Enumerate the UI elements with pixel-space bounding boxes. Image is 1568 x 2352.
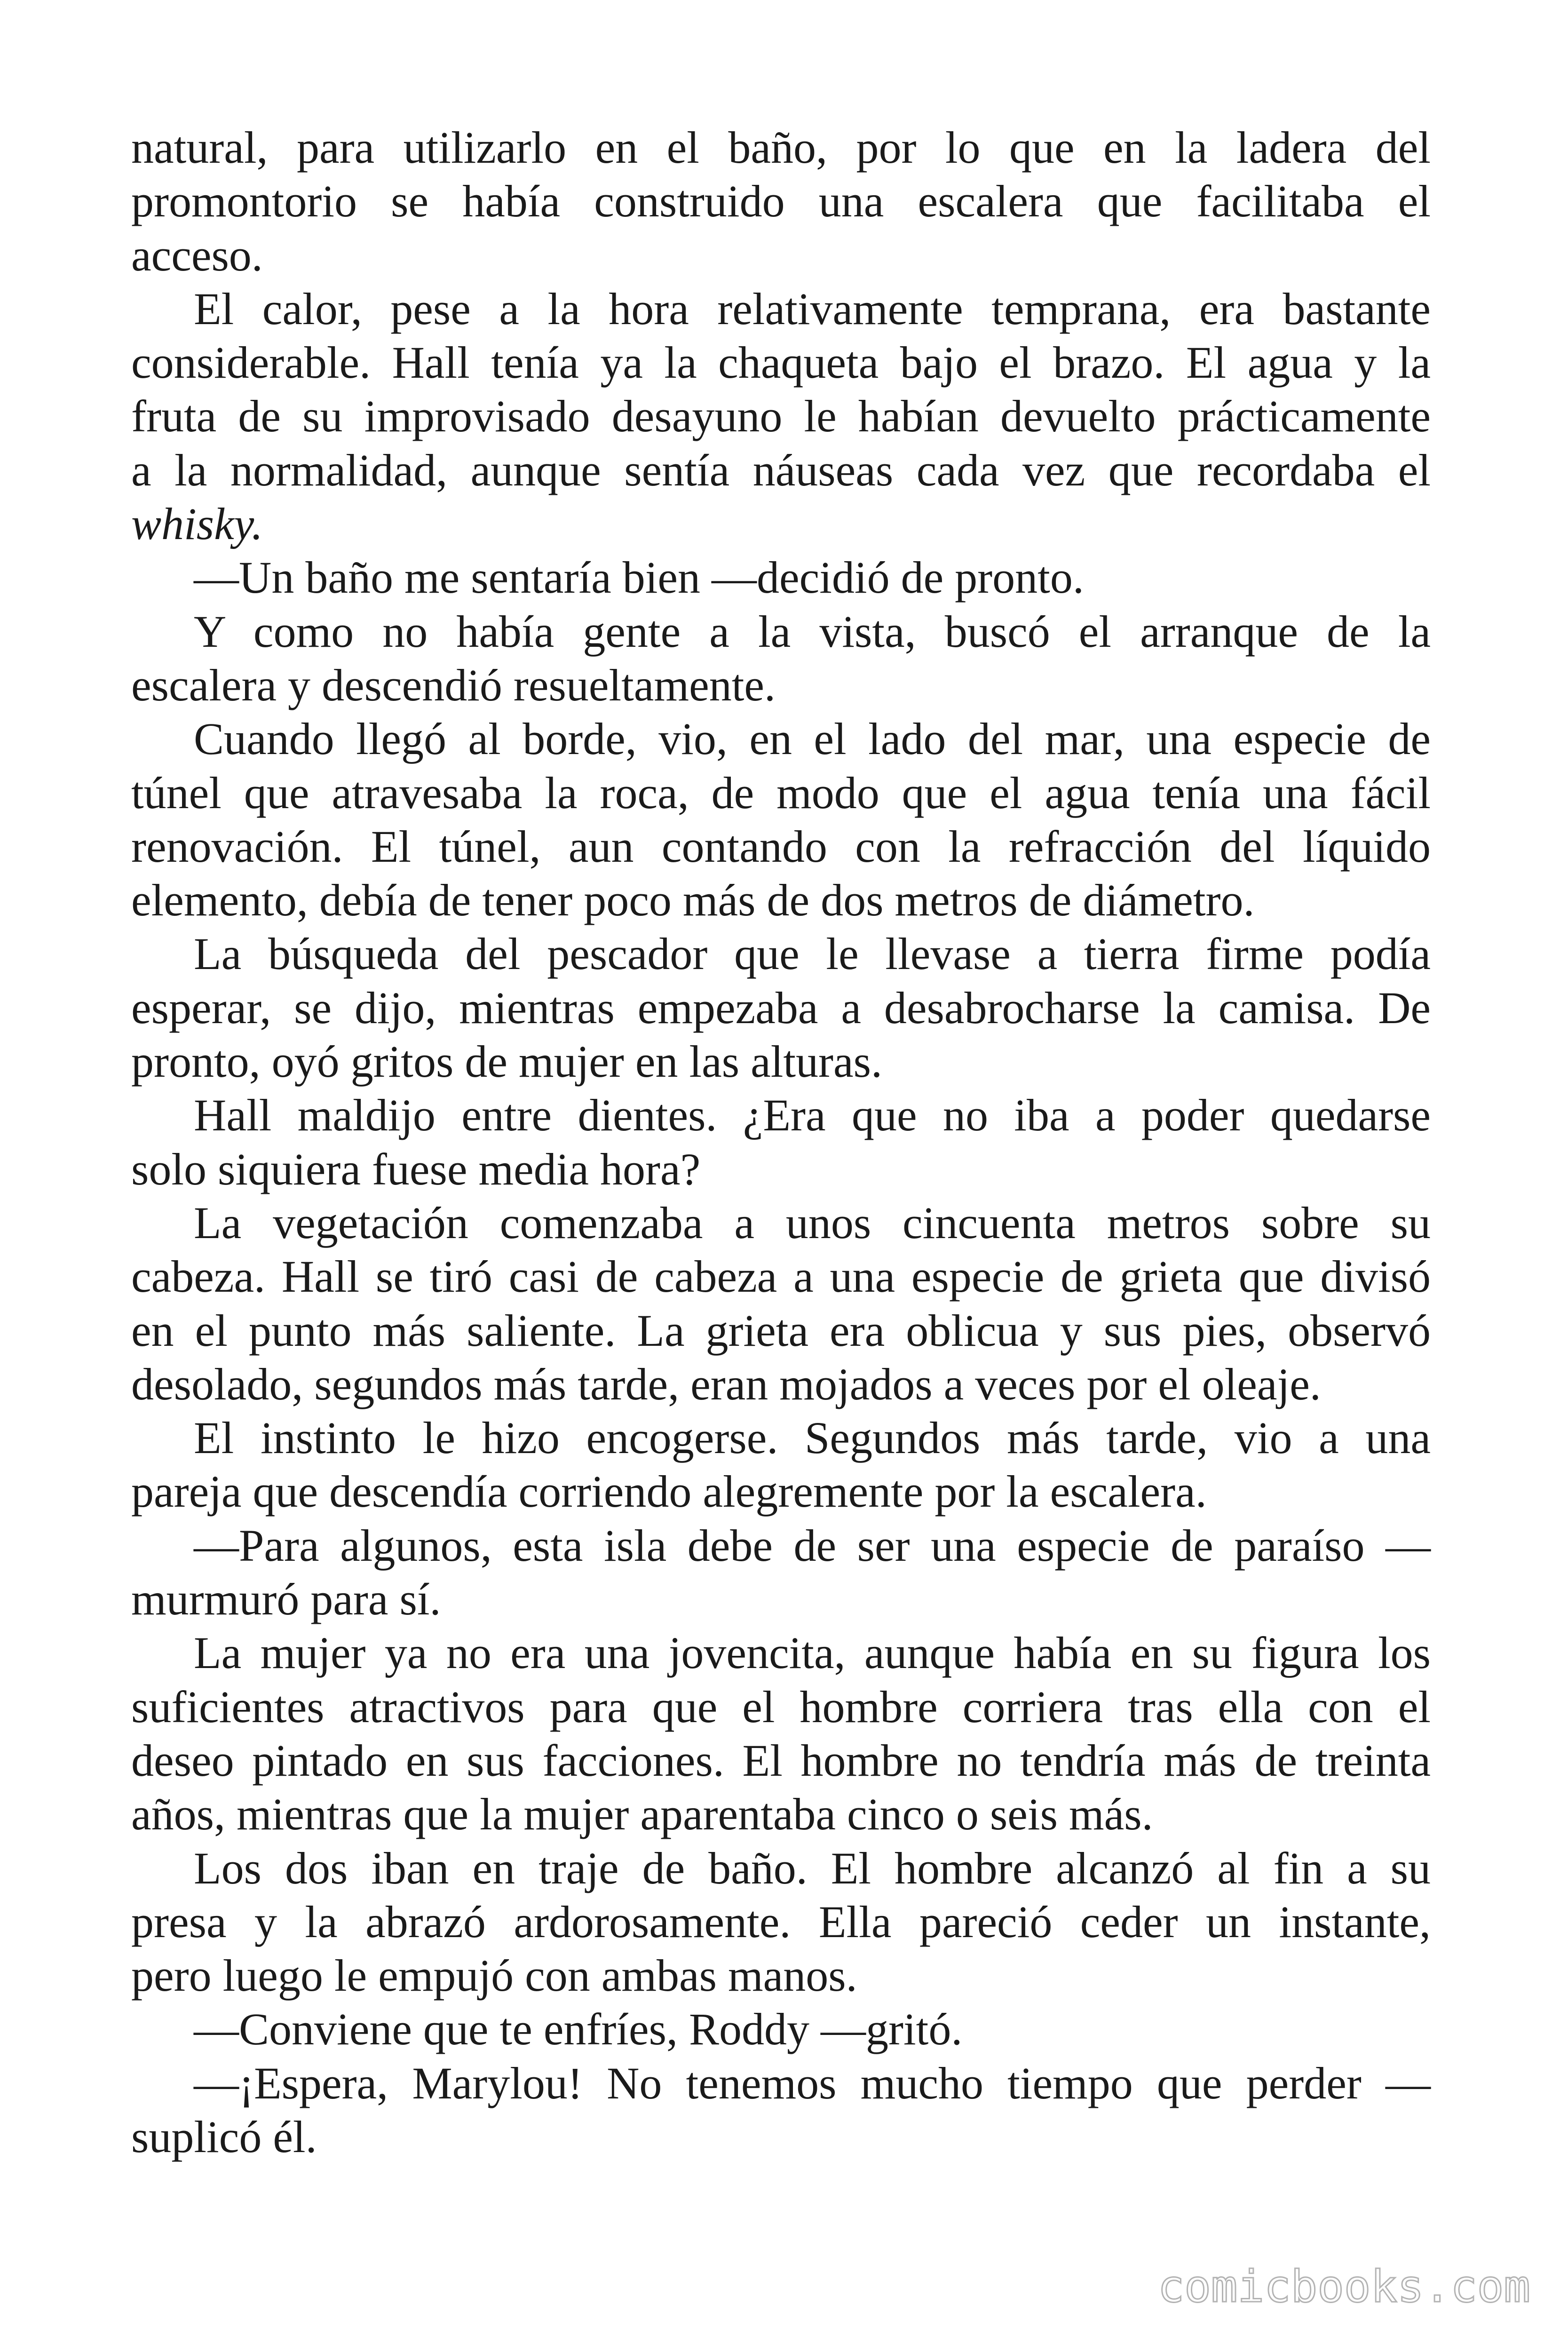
text-line: túnel que atravesaba la roca, de modo que el agua tenía una fácil [131, 767, 1431, 818]
text-line: murmuró para sí. [131, 1574, 441, 1625]
paragraph [131, 1626, 1431, 1841]
text-line: pronto, oyó gritos de mujer en las alturas. [131, 1036, 882, 1087]
text-line: Hall maldijo entre dientes. ¿Era que no iba a poder quedarse [194, 1090, 1431, 1141]
paragraph [131, 2057, 1431, 2164]
text-line: escalera y descendió resueltamente. [131, 660, 776, 710]
text-line: solo siquiera fuese media hora? [131, 1144, 701, 1194]
text-line: acceso. [131, 230, 263, 280]
paragraph [131, 1089, 1431, 1196]
text-line: natural, para utilizarlo en el baño, por lo que en la ladera del [131, 122, 1431, 173]
paragraph [131, 1842, 1431, 2003]
text-line: fruta de su improvisado desayuno le habían devuelto prácticamente [131, 391, 1431, 442]
text-line: El calor, pese a la hora relativamente temprana, era bastante [194, 283, 1431, 334]
paragraph [131, 551, 1431, 604]
text-line: Los dos iban en traje de baño. El hombre alcanzó al fin a su [194, 1843, 1431, 1893]
text-line: Cuando llegó al borde, vio, en el lado del mar, una especie de [194, 714, 1431, 764]
watermark: comicbooks.com [1157, 2261, 1530, 2312]
text-line-italic: whisky. [131, 499, 263, 549]
text-line: —Un baño me sentaría bien —decidió de pronto. [194, 552, 1084, 603]
text-line: elemento, debía de tener poco más de dos metros de diámetro. [131, 875, 1255, 926]
text-line: renovación. El túnel, aun contando con la refracción del líquido [131, 821, 1431, 872]
text-line: a la normalidad, aunque sentía náuseas cada vez que recordaba el [131, 445, 1431, 495]
text-block [131, 121, 1431, 2164]
paragraph [131, 712, 1431, 927]
text-line: —Para algunos, esta isla debe de ser una especie de paraíso — [194, 1520, 1431, 1571]
text-line: suplicó él. [131, 2111, 317, 2162]
text-line: —¡Espera, Marylou! No tenemos mucho tiempo que perder — [194, 2058, 1431, 2108]
text-line: Y como no había gente a la vista, buscó el arranque de la [194, 606, 1431, 657]
paragraph [131, 1411, 1431, 1519]
text-line: La vegetación comenzaba a unos cincuenta metros sobre su [194, 1197, 1431, 1248]
text-line: cabeza. Hall se tiró casi de cabeza a una especie de grieta que divisó [131, 1251, 1431, 1302]
text-line: años, mientras que la mujer aparentaba cinco o seis más. [131, 1789, 1153, 1840]
text-line: —Conviene que te enfríes, Roddy —gritó. [194, 2004, 963, 2055]
paragraph [131, 605, 1431, 713]
paragraph [131, 927, 1431, 1089]
text-line: presa y la abrazó ardorosamente. Ella pareció ceder un instante, [131, 1896, 1431, 1947]
paragraph [131, 2002, 1431, 2056]
text-line: suficientes atractivos para que el hombre corriera tras ella con el [131, 1681, 1431, 1732]
paragraph [131, 1196, 1431, 1411]
paragraph [131, 1519, 1431, 1627]
text-line: deseo pintado en sus facciones. El hombre no tendría más de treinta [131, 1735, 1431, 1786]
text-line: en el punto más saliente. La grieta era oblicua y sus pies, observó [131, 1305, 1431, 1356]
paragraph [131, 282, 1431, 551]
text-line: desolado, segundos más tarde, eran mojados a veces por el oleaje. [131, 1359, 1321, 1409]
text-line: promontorio se había construido una escalera que facilitaba el [131, 176, 1431, 227]
text-line: La búsqueda del pescador que le llevase a tierra firme podía [194, 929, 1431, 979]
text-line: El instinto le hizo encogerse. Segundos más tarde, vio a una [194, 1413, 1431, 1463]
text-line: esperar, se dijo, mientras empezaba a desabrocharse la camisa. De [131, 982, 1431, 1033]
text-line: La mujer ya no era una jovencita, aunque había en su figura los [194, 1628, 1431, 1678]
text-line: pareja que descendía corriendo alegremente por la escalera. [131, 1466, 1207, 1517]
text-line: pero luego le empujó con ambas manos. [131, 1950, 857, 2001]
text-line: considerable. Hall tenía ya la chaqueta bajo el brazo. El agua y la [131, 337, 1431, 388]
paragraph [131, 121, 1431, 282]
